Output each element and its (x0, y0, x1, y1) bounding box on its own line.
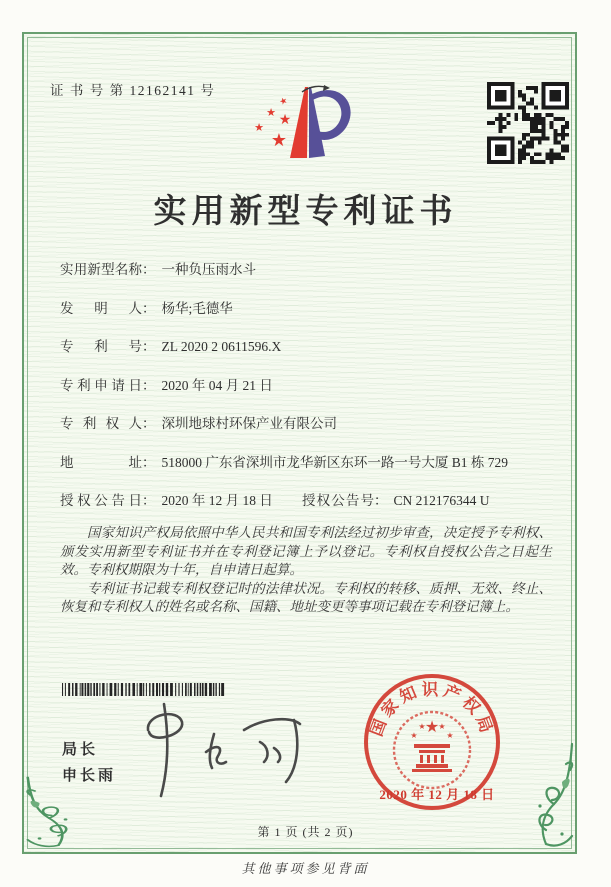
field-colon: ： (142, 339, 156, 354)
legal-paragraph-2: 专利证书记载专利权登记时的法律状况。专利权的转移、质押、无效、终止、恢复和专利权人的姓名或名称、国籍、地址变更等事项记载在专利登记簿上。 (60, 580, 552, 614)
svg-text:★: ★ (424, 719, 440, 736)
cnipa-patent-logo-icon (250, 78, 355, 183)
field-colon: ： (142, 416, 156, 431)
field-row-address (60, 451, 560, 471)
field-row-grant-date (60, 489, 560, 509)
field-value: 2020 年 12 月 18 日 (161, 493, 273, 508)
field-colon: ： (142, 378, 156, 393)
field-row-inventor (60, 297, 560, 317)
field-label: 专利申请日 (60, 378, 142, 393)
commissioner-name: 申长雨 (62, 767, 117, 784)
field-value: 一种负压雨水斗 (161, 262, 256, 277)
barcode (62, 683, 227, 696)
field-label: 授权公告日 (60, 493, 142, 508)
field-label: 实用新型名称 (60, 262, 142, 277)
svg-text:★: ★ (418, 722, 426, 731)
field-colon: ： (142, 301, 156, 316)
svg-text:★: ★ (266, 107, 276, 119)
field-value: CN 212176344 U (393, 493, 490, 508)
svg-text:★: ★ (438, 722, 446, 731)
svg-text:★: ★ (270, 130, 288, 150)
field-value: 518000 广东省深圳市龙华新区东环一路一号大厦 B1 栋 729 (161, 455, 509, 470)
field-label: 专利号 (60, 339, 142, 354)
qr-code (487, 82, 569, 164)
field-row-patent-no (60, 335, 560, 355)
seal-arc-text: 国家知识产权局 (366, 679, 498, 739)
field-value: 杨华;毛德华 (161, 301, 233, 316)
field-colon: ： (142, 493, 156, 508)
certificate-title: 实用新型专利证书 (153, 194, 458, 230)
seal-date: 2020 年 12 月 18 日 (379, 787, 495, 802)
field-value: 2020 年 04 月 21 日 (161, 378, 273, 393)
field-colon: ： (142, 262, 156, 277)
field-colon: ： (374, 493, 388, 508)
back-note: 其他事项参见背面 (241, 861, 370, 876)
commissioner-title: 局长 (62, 741, 99, 758)
commissioner-signature (128, 700, 313, 800)
field-row-name (60, 258, 560, 278)
certificate-number: 证 书 号 第 12162141 号 (50, 83, 216, 98)
national-emblem-icon (394, 712, 470, 788)
field-colon: ： (142, 455, 156, 470)
field-row-filing-date (60, 374, 560, 394)
field-row-patentee (60, 412, 560, 432)
field-label: 专利权人 (60, 416, 142, 431)
field-value: ZL 2020 2 0611596.X (161, 339, 282, 354)
field-label: 发明人 (60, 301, 142, 316)
field-label: 地址 (60, 455, 142, 470)
svg-text:★: ★ (254, 122, 264, 134)
logo-stars-icon (254, 95, 291, 150)
legal-paragraph-1: 国家知识产权局依照中华人民共和国专利法经过初步审查，决定授予专利权、颁发实用新型专利证书并在专利登记簿上予以登记。专利权自授权公告之日起生效。专利权期限为十年，自申请日起算。 (60, 525, 552, 577)
field-label: 授权公告号 (302, 493, 374, 508)
svg-text:★: ★ (278, 113, 292, 128)
field-pair-grant-no (302, 489, 490, 509)
page-number: 第 1 页 (共 2 页) (257, 825, 354, 839)
field-value: 深圳地球村环保产业有限公司 (161, 416, 337, 431)
svg-text:★: ★ (277, 94, 290, 108)
svg-text:★: ★ (446, 731, 454, 740)
legal-text (60, 524, 552, 617)
svg-text:★: ★ (410, 731, 418, 740)
